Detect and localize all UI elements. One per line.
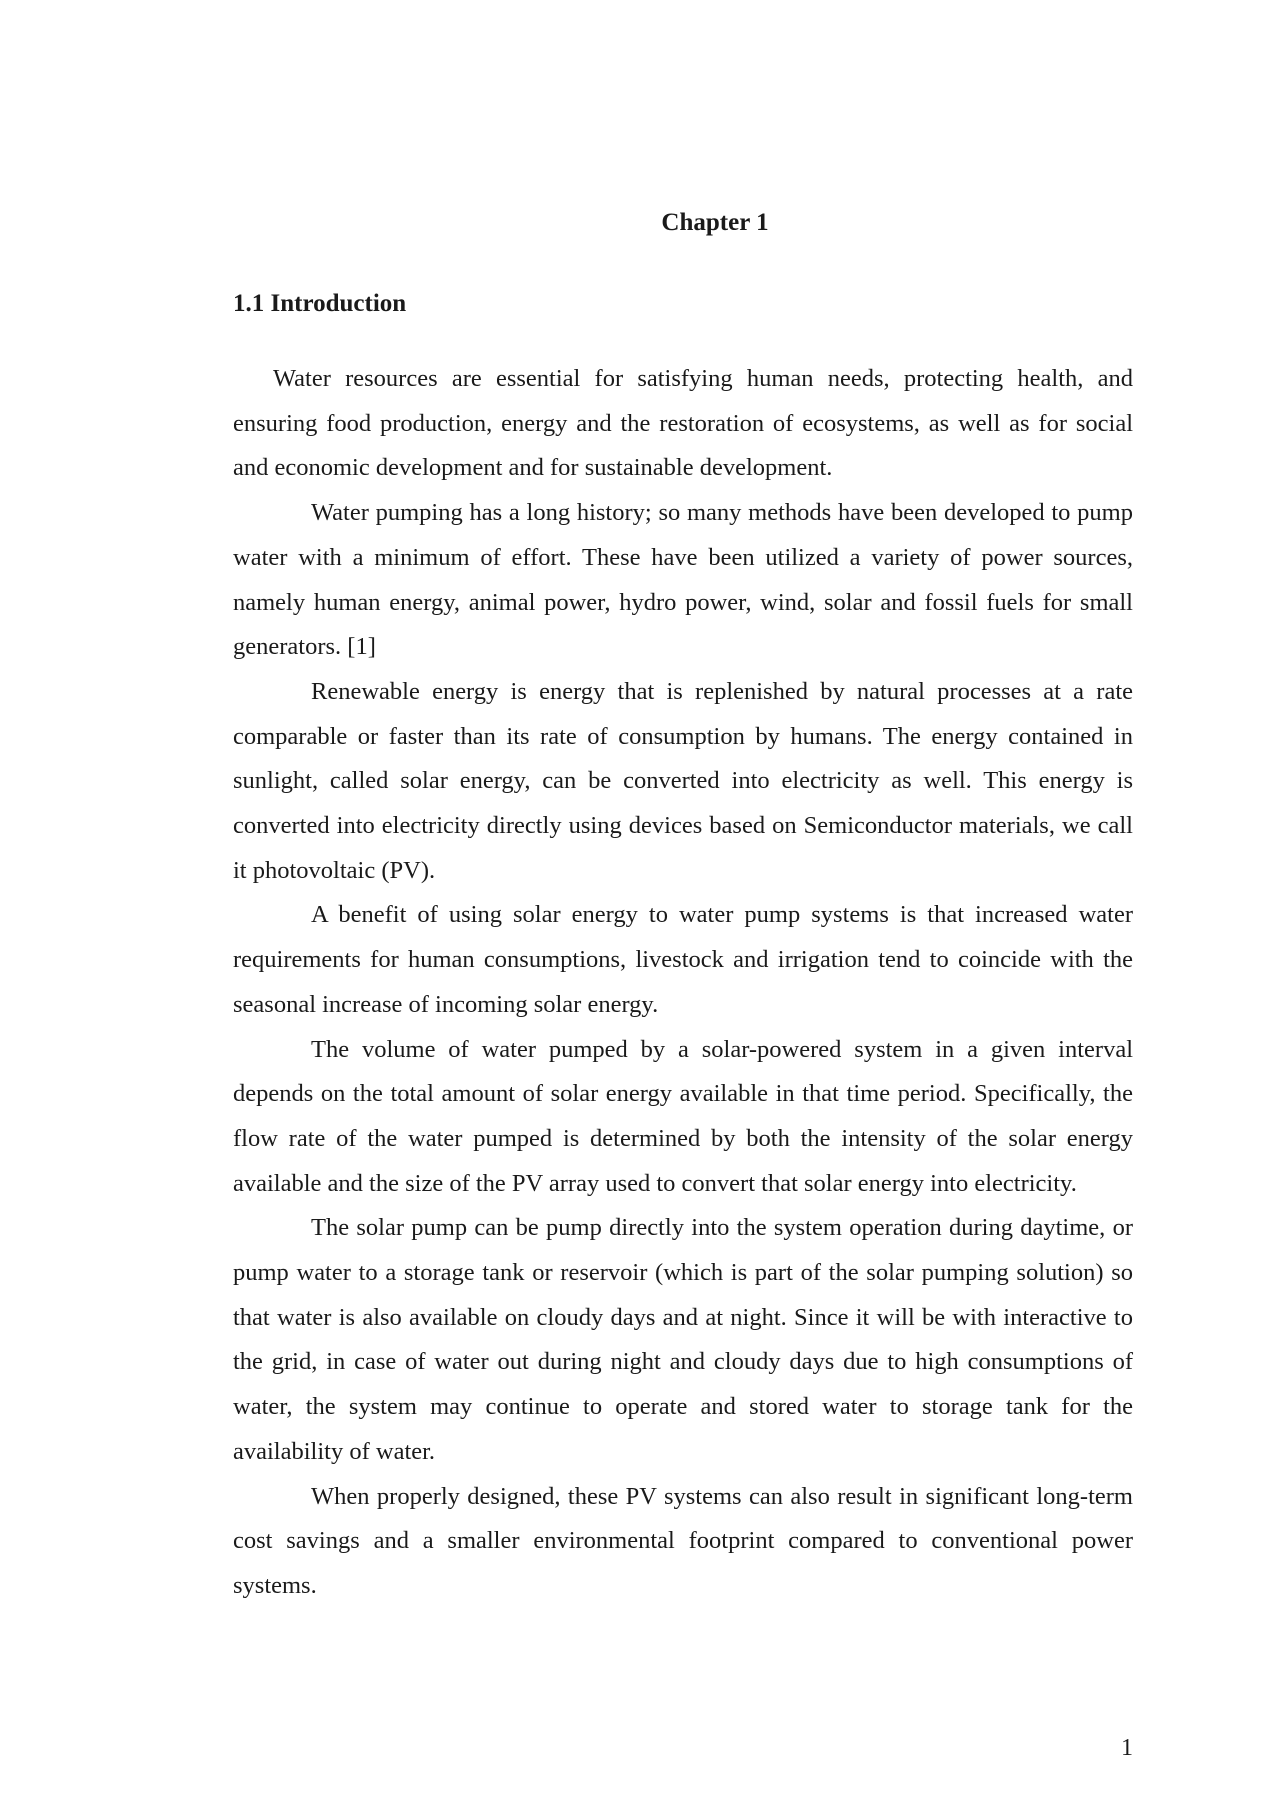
section-heading: 1.1 Introduction (233, 290, 407, 317)
paragraph: Water pumping has a long history; so many methods have been developed to pump water with a minimum of effort. These have been utilized a variety of power sources, namely human energy, animal power, hydro power, wind, solar and fossil fuels for small generators. [1] (233, 499, 1133, 661)
paragraph: Water resources are essential for satisfying human needs, protecting health, and ensuring food production, energy and the restoration of ecosystems, as well as for social and economic development and for sustainable development. (233, 365, 1133, 482)
paragraph: Renewable energy is energy that is replenished by natural processes at a rate comparable or faster than its rate of consumption by humans. The energy contained in sunlight, called solar energy, can be converted into electricity as well. This energy is converted into electricity directly using devices based on Semiconductor materials, we call it photovoltaic (PV). (233, 677, 1133, 884)
chapter-title: Chapter 1 (661, 209, 769, 236)
body-text (233, 357, 1133, 1609)
page-number: 1 (1121, 1735, 1133, 1761)
paragraph: A benefit of using solar energy to water pump systems is that increased water requirements for human consumptions, livestock and irrigation tend to coincide with the seasonal increase of incoming solar energy. (233, 901, 1133, 1018)
paragraph: When properly designed, these PV systems can also result in significant long-term cost savings and a smaller environmental footprint compared to conventional power systems. (233, 1482, 1133, 1599)
paragraph: The volume of water pumped by a solar-powered system in a given interval depends on the total amount of solar energy available in that time period. Specifically, the flow rate of the water pumped is determined by both the intensity of the solar energy available and the size of the PV array used to convert that solar energy into electricity. (233, 1035, 1133, 1197)
paragraph: The solar pump can be pump directly into the system operation during daytime, or pump water to a storage tank or reservoir (which is part of the solar pumping solution) so that water is also available on cloudy days and at night. Since it will be with interactive to the grid, in case of water out during night and cloudy days due to high consumptions of water, the system may continue to operate and stored water to storage tank for the availability of water. (233, 1214, 1133, 1465)
